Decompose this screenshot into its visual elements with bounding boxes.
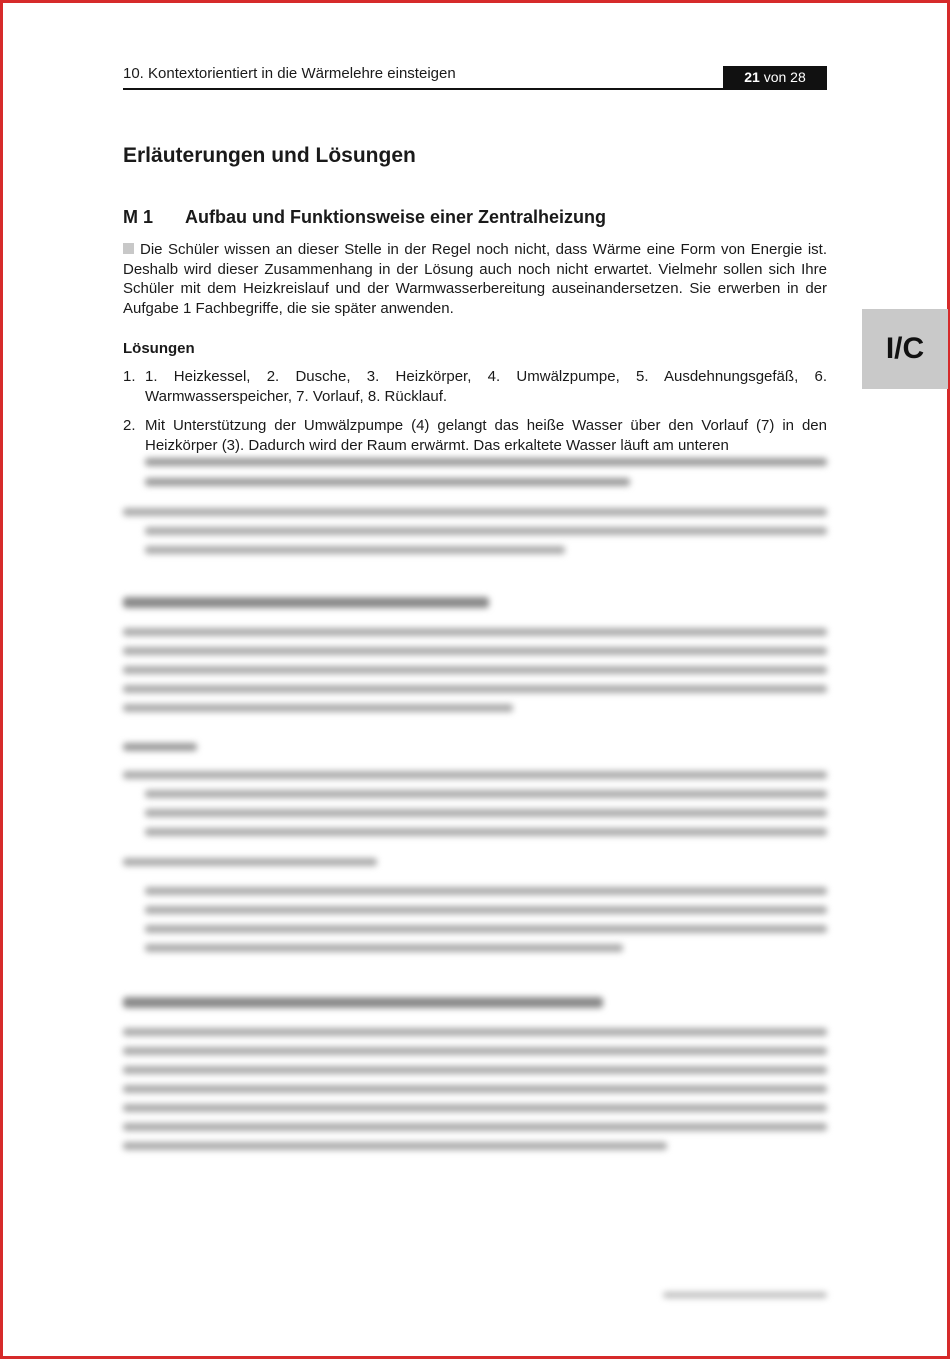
section-number: M 1 <box>123 207 154 227</box>
page-header <box>123 64 827 90</box>
list-item <box>123 367 827 406</box>
page-number-badge <box>723 66 827 88</box>
page-separator: von <box>763 69 787 85</box>
list-item <box>123 416 827 455</box>
list-number: 1. <box>123 368 136 385</box>
page-title: Erläuterungen und Lösungen <box>123 144 416 167</box>
section-tab: I/C <box>862 309 948 389</box>
section-heading-m1 <box>123 207 606 228</box>
bullet-square-icon <box>123 243 134 254</box>
solutions-heading: Lösungen <box>123 340 195 357</box>
section-title: Aufbau und Funktionsweise einer Zentralheizung <box>185 207 607 227</box>
intro-paragraph <box>123 240 827 318</box>
page-total: 28 <box>790 69 806 85</box>
list-text: 1. Heizkessel, 2. Dusche, 3. Heizkörper, 4. Umwälzpumpe, 5. Ausdehnungsgefäß, 6. Warmwasserspeicher, 7. Vorlauf, 8. Rücklauf. <box>145 368 827 405</box>
page-current: 21 <box>744 69 760 85</box>
chapter-title: 10. Kontextorientiert in die Wärmelehre einsteigen <box>123 65 456 82</box>
intro-text: Die Schüler wissen an dieser Stelle in der Regel noch nicht, dass Wärme eine Form von Energie ist. Deshalb wird dieser Zusammenhang in der Lösung auch noch nicht erwartet. Vielmehr sollen sich Ihre Schüler mit dem Heizkreislauf und der Warmwasserbereitung auseinandersetzen. Sie erwerben in der Aufgabe 1 Fachbegriffe, die sie später anwenden. <box>123 241 827 317</box>
list-number: 2. <box>123 417 136 434</box>
list-text: Mit Unterstützung der Umwälzpumpe (4) gelangt das heiße Wasser über den Vorlauf (7) in den Heizkörper (3). Dadurch wird der Raum erwärmt. Das erkaltete Wasser läuft am unteren <box>145 417 827 454</box>
